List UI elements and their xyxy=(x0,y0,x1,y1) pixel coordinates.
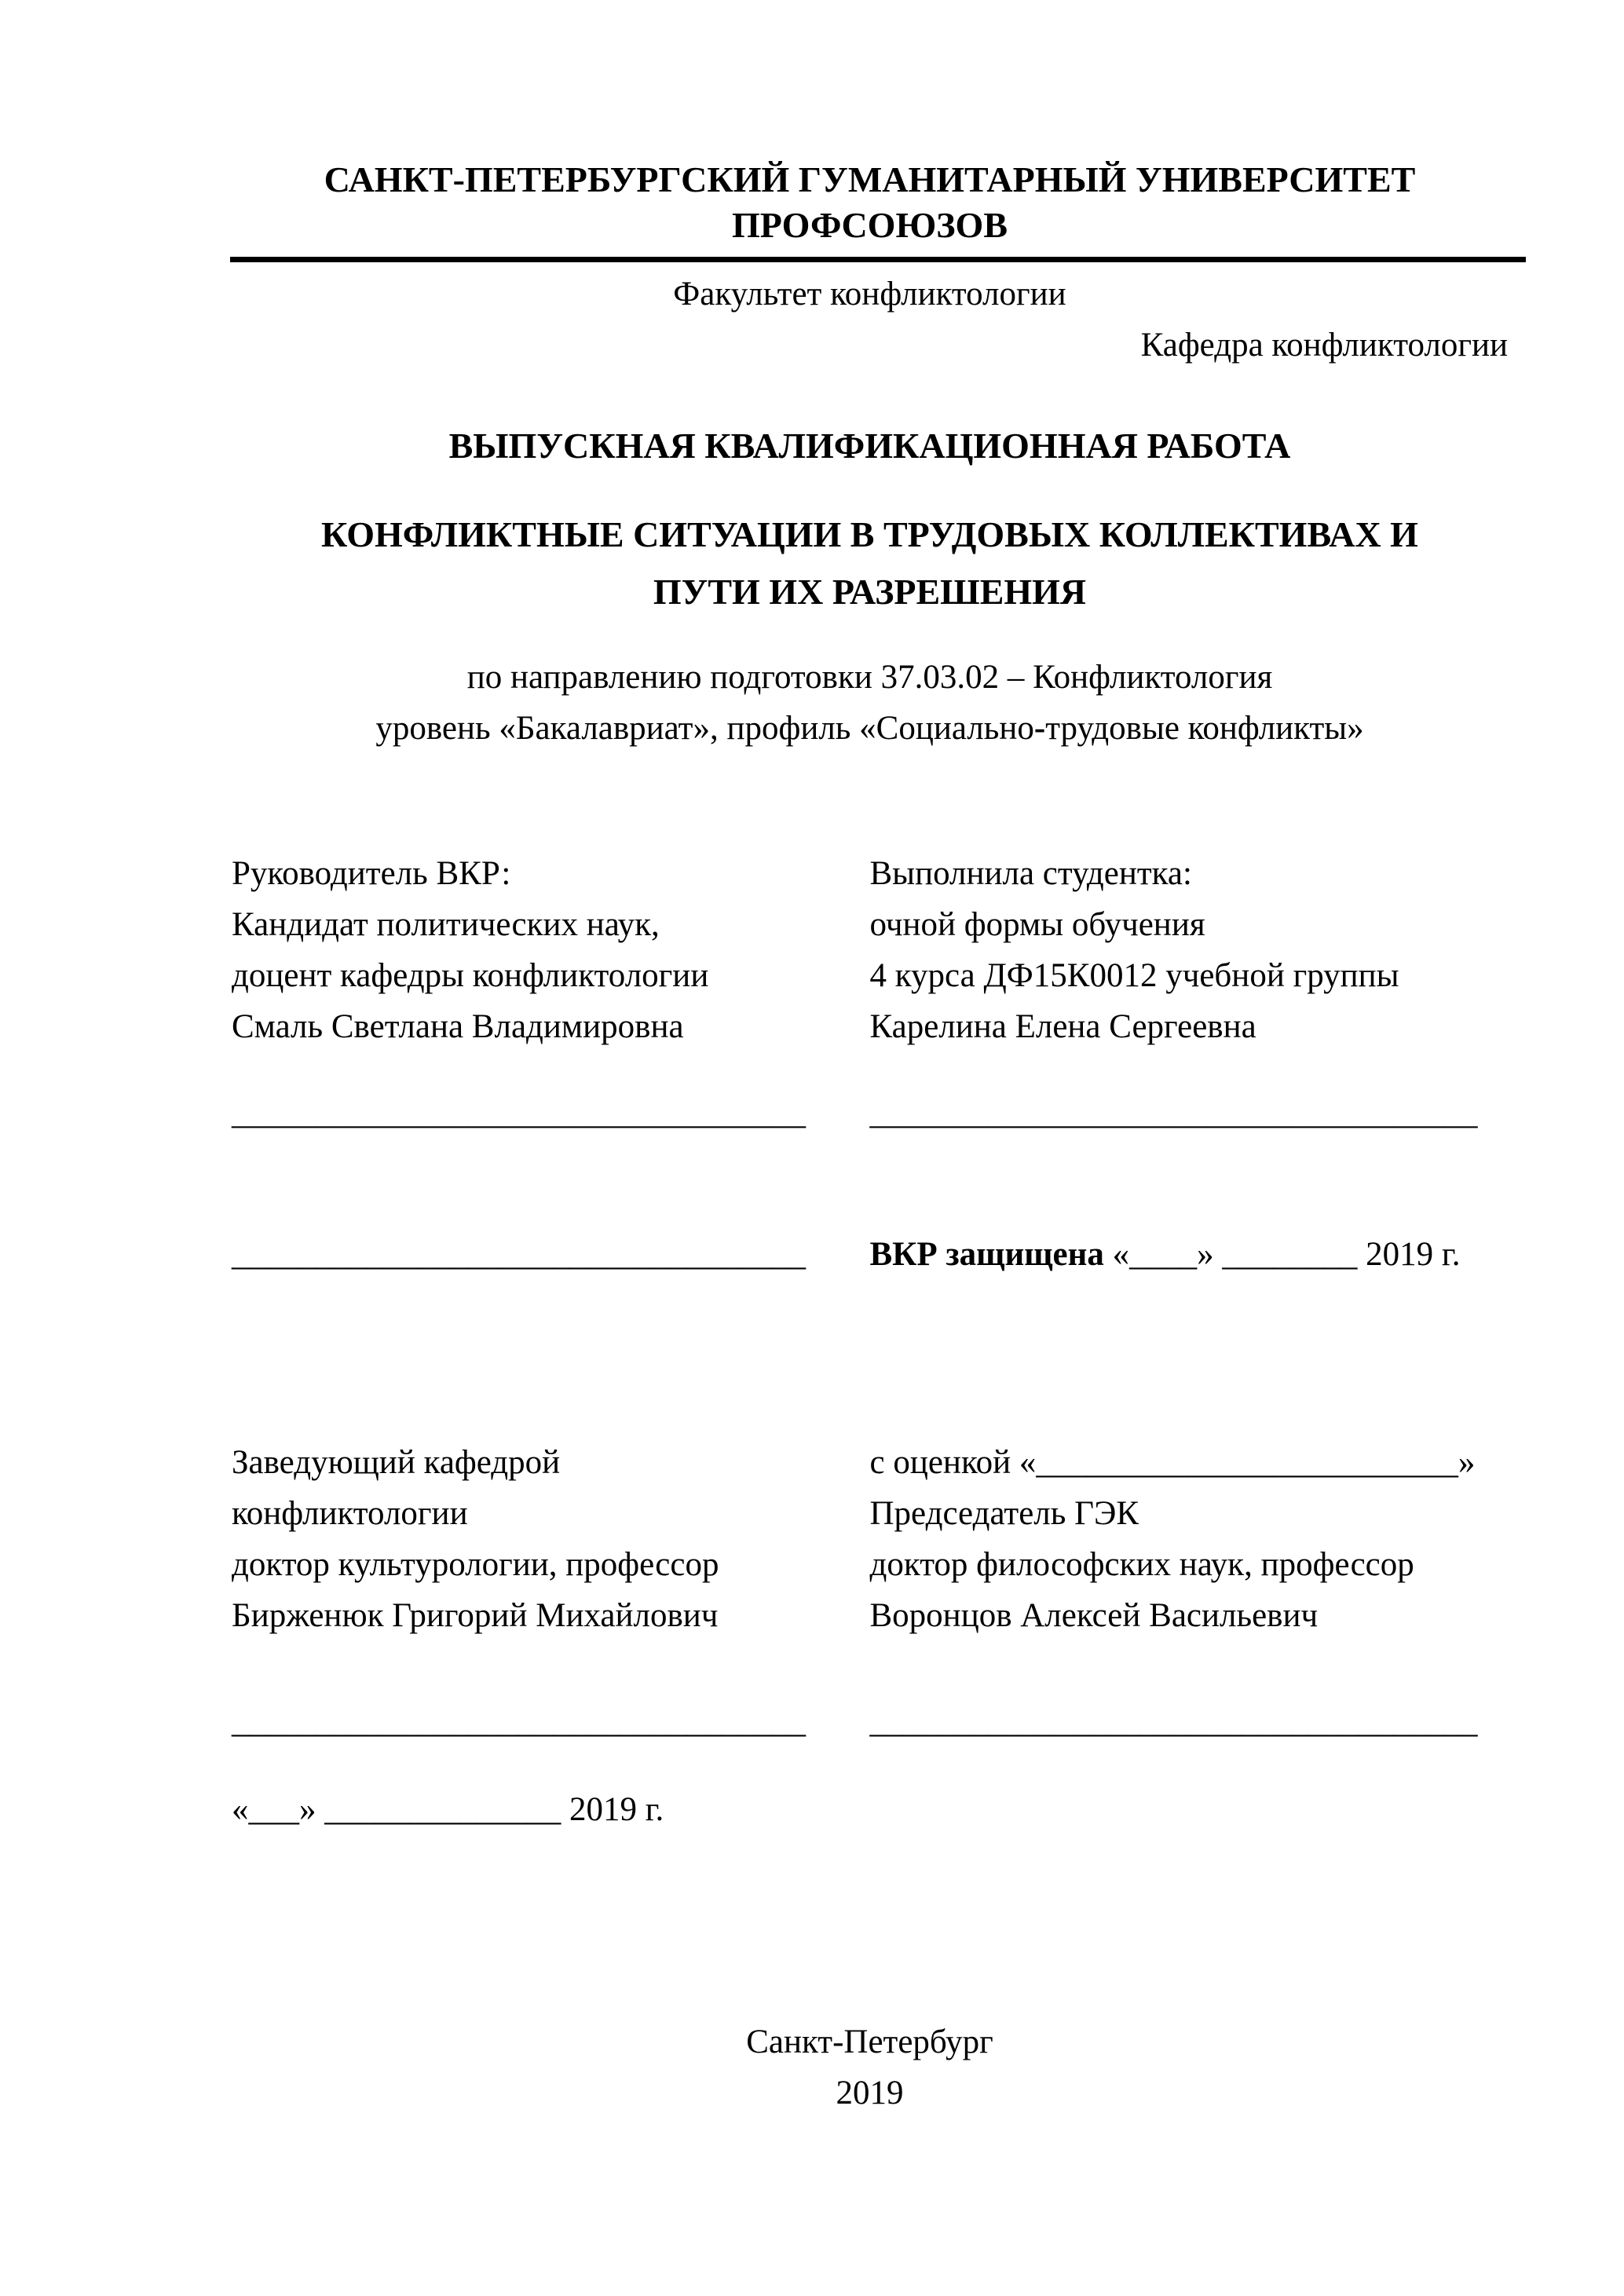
thesis-title-line1: КОНФЛИКТНЫЕ СИТУАЦИИ В ТРУДОВЫХ КОЛЛЕКТИВАХ И xyxy=(321,514,1418,554)
defense-label-rest: «____» ________ 2019 г. xyxy=(1103,1236,1461,1273)
people-block-top xyxy=(232,848,1508,1052)
supervisor-name: Смаль Светлана Владимировна xyxy=(232,1008,684,1045)
signature-row-2 xyxy=(232,1229,1508,1280)
signature-row-1 xyxy=(232,1088,1508,1139)
supervisor-label: Руководитель ВКР: xyxy=(232,855,511,892)
faculty-line: Факультет конфликтологии xyxy=(673,276,1066,313)
program-line: по направлению подготовки 37.03.02 – Конфликтология xyxy=(466,659,1273,696)
city-line: Санкт-Петербург xyxy=(746,2024,993,2060)
level-profile-line xyxy=(232,703,1508,754)
signature-row-3 xyxy=(232,1696,1508,1747)
university-name-line1: САНКТ-ПЕТЕРБУРГСКИЙ ГУМАНИТАРНЫЙ УНИВЕРСИТЕТ xyxy=(324,159,1416,199)
thesis-title-line2: ПУТИ ИХ РАЗРЕШЕНИЯ xyxy=(653,572,1087,612)
level-bold-hyphen: - xyxy=(1033,710,1046,747)
student-name: Карелина Елена Сергеевна xyxy=(869,1008,1256,1045)
department-line: Кафедра конфликтологии xyxy=(1140,327,1508,364)
chairman-line2: Председатель ГЭК xyxy=(869,1495,1139,1532)
level-text-after: трудовые конфликты» xyxy=(1045,710,1364,747)
student-study-form: очной формы обучения xyxy=(869,906,1205,943)
program-block xyxy=(232,652,1508,754)
date-line: «___» ______________ 2019 г. xyxy=(232,1791,664,1828)
grade-line: с оценкой «_________________________» xyxy=(869,1444,1476,1481)
year-line: 2019 xyxy=(836,2075,904,2111)
work-type-heading: ВЫПУСКНАЯ КВАЛИФИКАЦИОННАЯ РАБОТА xyxy=(448,426,1291,466)
city-year-block xyxy=(232,2016,1508,2119)
defense-signature-line: __________________________________ xyxy=(232,1236,806,1273)
defense-line xyxy=(870,1229,1509,1280)
supervisor-signature-line: __________________________________ xyxy=(232,1095,806,1132)
supervisor-block xyxy=(232,848,870,1052)
head-name: Бирженюк Григорий Михайлович xyxy=(232,1597,719,1634)
level-text-before: уровень «Бакалавриат», профиль «Социально xyxy=(375,710,1034,747)
head-line2: конфликтологии xyxy=(232,1495,468,1532)
university-name-line2: ПРОФСОЮЗОВ xyxy=(732,205,1008,245)
head-of-department-block xyxy=(232,1437,870,1641)
student-block xyxy=(870,848,1509,1052)
head-line1: Заведующий кафедрой xyxy=(232,1444,561,1481)
supervisor-degree: Кандидат политических наук, xyxy=(232,906,660,943)
chairman-block xyxy=(870,1437,1509,1641)
university-name xyxy=(232,157,1508,248)
thesis-title xyxy=(232,506,1508,620)
supervisor-position: доцент кафедры конфликтологии xyxy=(232,957,709,994)
defense-label-bold: ВКР защищена xyxy=(869,1236,1104,1273)
chairman-line3: доктор философских наук, профессор xyxy=(869,1546,1414,1583)
head-line3: доктор культурологии, профессор xyxy=(232,1546,719,1583)
head-signature-line: __________________________________ xyxy=(232,1703,806,1740)
chairman-signature-line: ____________________________________ xyxy=(869,1703,1478,1740)
student-label: Выполнила студентка: xyxy=(869,855,1192,892)
chairman-name: Воронцов Алексей Васильевич xyxy=(869,1597,1319,1634)
student-group: 4 курса ДФ15К0012 учебной группы xyxy=(869,957,1399,994)
people-block-bottom xyxy=(232,1437,1508,1641)
student-signature-line: ____________________________________ xyxy=(869,1095,1478,1132)
header-divider-rule xyxy=(230,257,1526,262)
